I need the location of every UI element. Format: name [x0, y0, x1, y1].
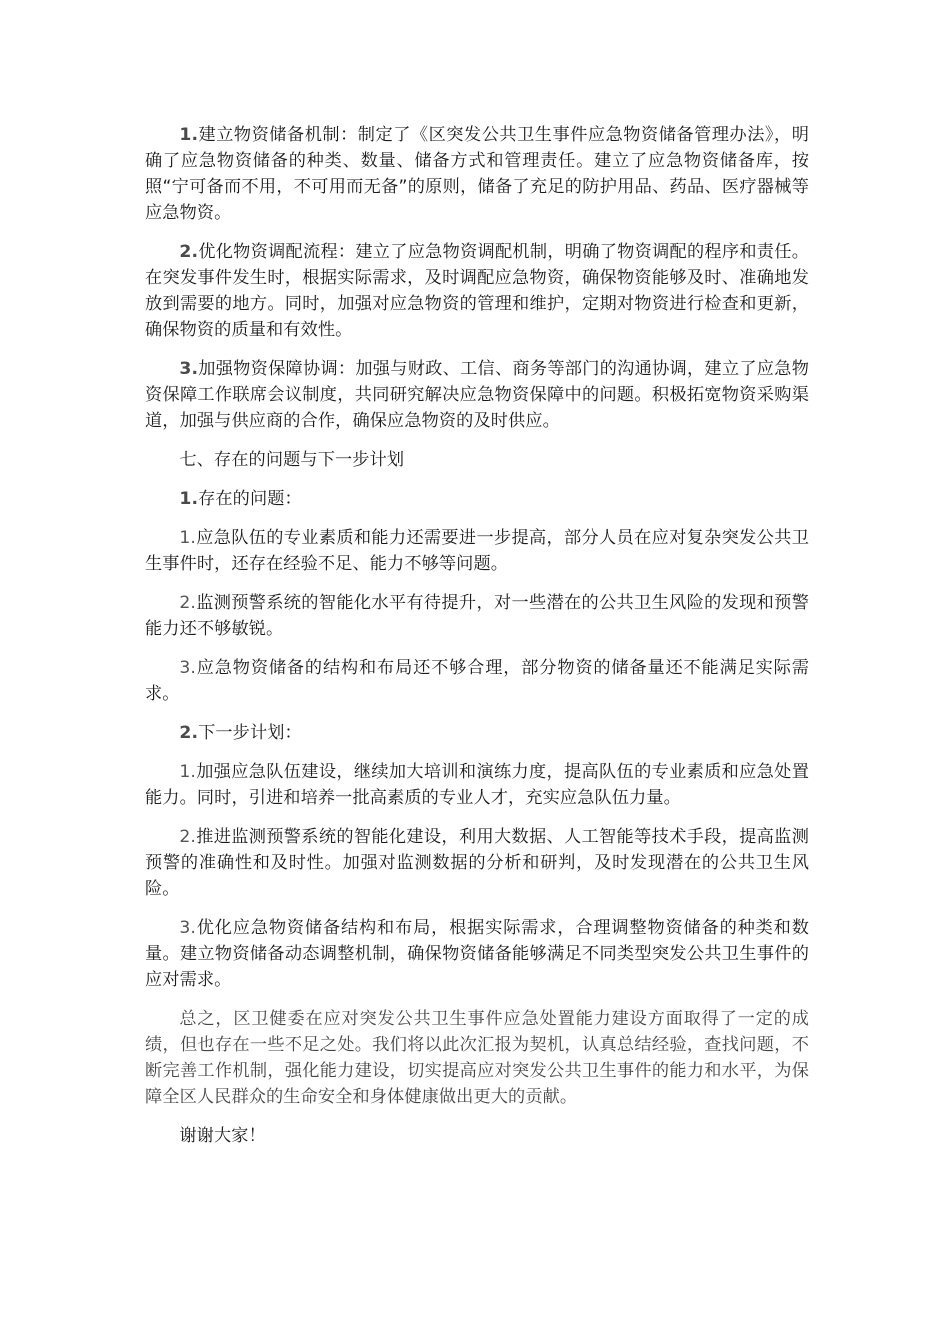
item-text: 加强应急队伍建设，继续加大培训和演练力度，提高队伍的专业素质和应急处置能力。同时，引进和培养一批高素质的专业人才，充实应急队伍力量。 — [145, 762, 809, 808]
item-number: 1. — [179, 528, 196, 548]
item-text: 下一步计划： — [198, 723, 302, 743]
supplies-item-1 — [145, 122, 809, 226]
item-number: 3. — [179, 918, 196, 938]
item-number: 3. — [179, 658, 196, 678]
item-text: 优化应急物资储备结构和布局，根据实际需求，合理调整物资储备的种类和数量。建立物资储备动态调整机制，确保物资储备能够满足不同类型突发公共卫生事件的应对需求。 — [145, 918, 809, 990]
supplies-item-2 — [145, 239, 809, 343]
item-text: 建立物资储备机制：制定了《区突发公共卫生事件应急物资储备管理办法》，明确了应急物资储备的种类、数量、储备方式和管理责任。建立了应急物资储备库，按照“宁可备而不用，不可用而无备”的原则，储备了充足的防护用品、药品、医疗器械等应急物资。 — [145, 125, 809, 223]
problem-item-2 — [145, 590, 809, 642]
item-text: 存在的问题： — [198, 489, 302, 509]
section-heading-7: 七、存在的问题与下一步计划 — [179, 450, 405, 470]
item-number: 2. — [179, 827, 196, 847]
supplies-item-3 — [145, 356, 809, 434]
problem-item-1 — [145, 525, 809, 577]
item-number: 1. — [179, 125, 199, 145]
item-number: 3. — [179, 359, 199, 379]
problems-title — [145, 486, 809, 512]
plan-title — [145, 720, 809, 746]
item-number: 1. — [179, 489, 199, 509]
item-number: 2. — [179, 242, 199, 262]
item-number: 2. — [179, 723, 199, 743]
plan-item-2 — [145, 824, 809, 902]
problem-item-3 — [145, 655, 809, 707]
item-text: 推进监测预警系统的智能化建设，利用大数据、人工智能等技术手段，提高监测预警的准确性和及时性。加强对监测数据的分析和研判，及时发现潜在的公共卫生风险。 — [145, 827, 809, 899]
summary-paragraph: 总之，区卫健委在应对突发公共卫生事件应急处置能力建设方面取得了一定的成绩，但也存在一些不足之处。我们将以此次汇报为契机，认真总结经验，查找问题，不断完善工作机制，强化能力建设，切实提高应对突发公共卫生事件的能力和水平，为保障全区人民群众的生命安全和身体健康做出更大的贡献。 — [145, 1009, 809, 1107]
item-text: 加强物资保障协调：加强与财政、工信、商务等部门的沟通协调，建立了应急物资保障工作联席会议制度，共同研究解决应急物资保障中的问题。积极拓宽物资采购渠道，加强与供应商的合作，确保应急物资的及时供应。 — [145, 359, 809, 431]
item-number: 1. — [179, 762, 196, 782]
plan-item-3 — [145, 915, 809, 993]
item-text: 应急队伍的专业素质和能力还需要进一步提高，部分人员在应对复杂突发公共卫生事件时，还存在经验不足、能力不够等问题。 — [145, 528, 809, 574]
document-page — [145, 122, 809, 1162]
item-text: 应急物资储备的结构和布局还不够合理，部分物资的储备量还不能满足实际需求。 — [145, 658, 809, 704]
item-text: 优化物资调配流程：建立了应急物资调配机制，明确了物资调配的程序和责任。在突发事件发生时，根据实际需求，及时调配应急物资，确保物资能够及时、准确地发放到需要的地方。同时，加强对应急物资的管理和维护，定期对物资进行检查和更新，确保物资的质量和有效性。 — [145, 242, 809, 340]
closing-line: 谢谢大家！ — [179, 1126, 266, 1146]
item-text: 监测预警系统的智能化水平有待提升，对一些潜在的公共卫生风险的发现和预警能力还不够敏锐。 — [145, 593, 809, 639]
item-number: 2. — [179, 593, 196, 613]
plan-item-1 — [145, 759, 809, 811]
